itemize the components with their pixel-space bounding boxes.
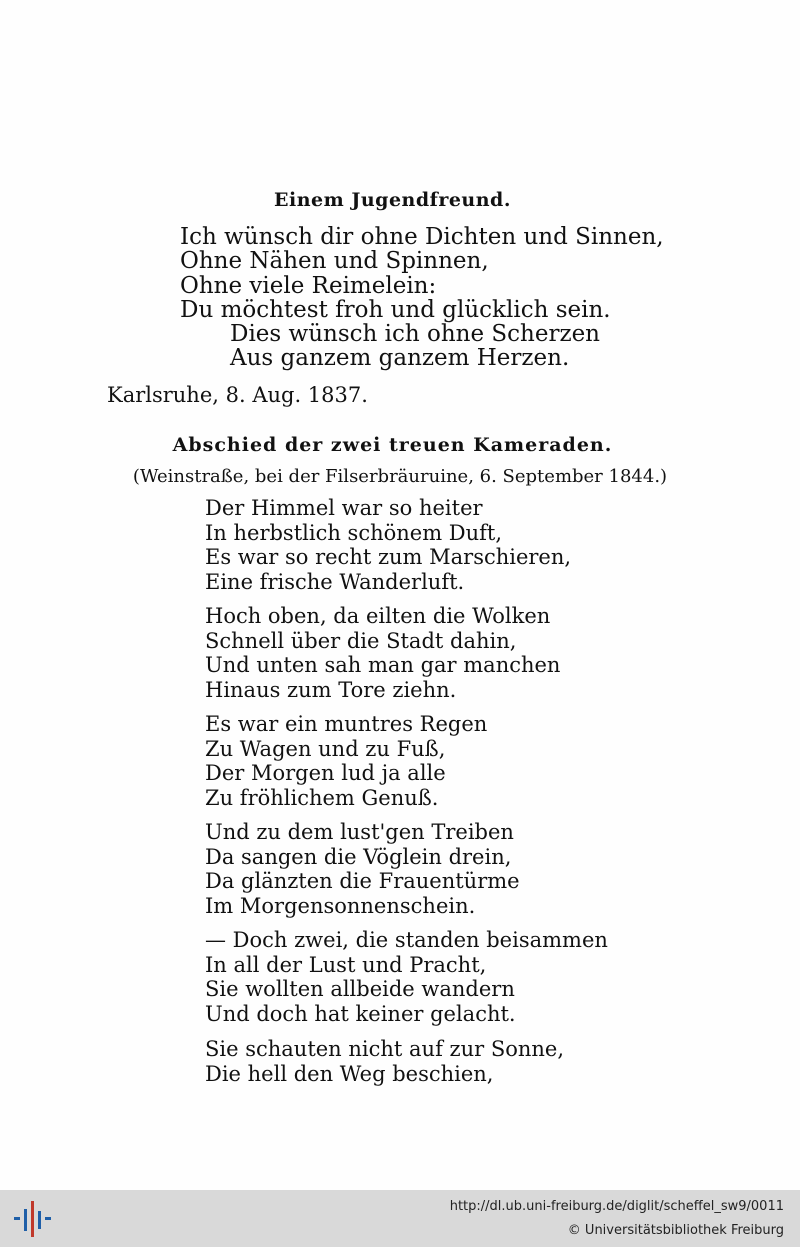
poem-line: Und zu dem lust'gen Treiben	[205, 820, 514, 844]
stanza	[205, 820, 520, 918]
stanza	[205, 928, 608, 1026]
place-date: Karlsruhe, 8. Aug. 1837.	[107, 383, 368, 407]
poem-line: Sie wollten allbeide wandern	[205, 977, 515, 1001]
poem-line: Dies wünsch ich ohne Scherzen	[230, 321, 600, 348]
poem-line: Es war ein muntres Regen	[205, 712, 488, 736]
poem-line: Eine frische Wanderluft.	[205, 569, 465, 594]
permalink-url[interactable]: http://dl.ub.uni-freiburg.de/diglit/scheffel_sw9/0011	[449, 1199, 784, 1214]
logo-bar	[24, 1209, 27, 1231]
poem-line: Hoch oben, da eilten die Wolken	[205, 604, 551, 628]
poem-line: In herbstlich schönem Duft,	[205, 520, 503, 545]
poem-line: Schnell über die Stadt dahin,	[205, 628, 517, 653]
poem-line: Ich wünsch dir ohne Dichten und Sinnen,	[180, 224, 664, 250]
poem-line: Da sangen die Vöglein drein,	[205, 844, 512, 869]
poem-line: Sie schauten nicht auf zur Sonne,	[205, 1037, 564, 1061]
library-logo-icon	[12, 1199, 52, 1239]
poem2-subtitle: (Weinstraße, bei der Filserbräuruine, 6. September 1844.)	[132, 466, 668, 487]
poem1-body	[180, 225, 664, 371]
stanza	[205, 712, 487, 810]
stanza	[205, 496, 571, 594]
stanza	[205, 1037, 564, 1086]
logo-bar	[38, 1211, 41, 1229]
poem-line: Und unten sah man gar manchen	[205, 653, 561, 677]
footer-bar	[0, 1190, 800, 1247]
poem-line: Zu fröhlichem Genuß.	[205, 785, 439, 810]
logo-bar-right	[45, 1217, 51, 1220]
poem-line: Und doch hat keiner gelacht.	[205, 1001, 516, 1026]
poem-line: In all der Lust und Pracht,	[205, 952, 487, 977]
poem-line: Im Morgensonnenschein.	[205, 893, 476, 918]
poem1-title: Einem Jugendfreund.	[274, 189, 511, 211]
poem-line: Ohne viele Reimelein:	[180, 272, 437, 299]
stanza	[205, 604, 560, 702]
poem-line: Da glänzten die Frauentürme	[205, 869, 520, 893]
poem-line: Es war so recht zum Marschieren,	[205, 545, 572, 569]
poem-line: Die hell den Weg beschien,	[205, 1061, 494, 1086]
logo-bar-left	[14, 1217, 20, 1220]
copyright-notice: © Universitätsbibliothek Freiburg	[567, 1223, 784, 1238]
poem-line: Der Himmel war so heiter	[205, 496, 483, 520]
poem-line: Hinaus zum Tore ziehn.	[205, 677, 457, 702]
poem-line: Der Morgen lud ja alle	[205, 761, 446, 785]
poem-line: Zu Wagen und zu Fuß,	[205, 736, 446, 761]
poem-line: Ohne Nähen und Spinnen,	[180, 248, 489, 275]
poem-line: Aus ganzem ganzem Herzen.	[230, 345, 570, 372]
poem-line: — Doch zwei, die standen beisammen	[205, 928, 608, 952]
poem-line: Du möchtest froh und glücklich sein.	[180, 296, 611, 323]
logo-bar-center	[31, 1201, 34, 1237]
poem2-title: Abschied der zwei treuen Kameraden.	[172, 434, 613, 456]
